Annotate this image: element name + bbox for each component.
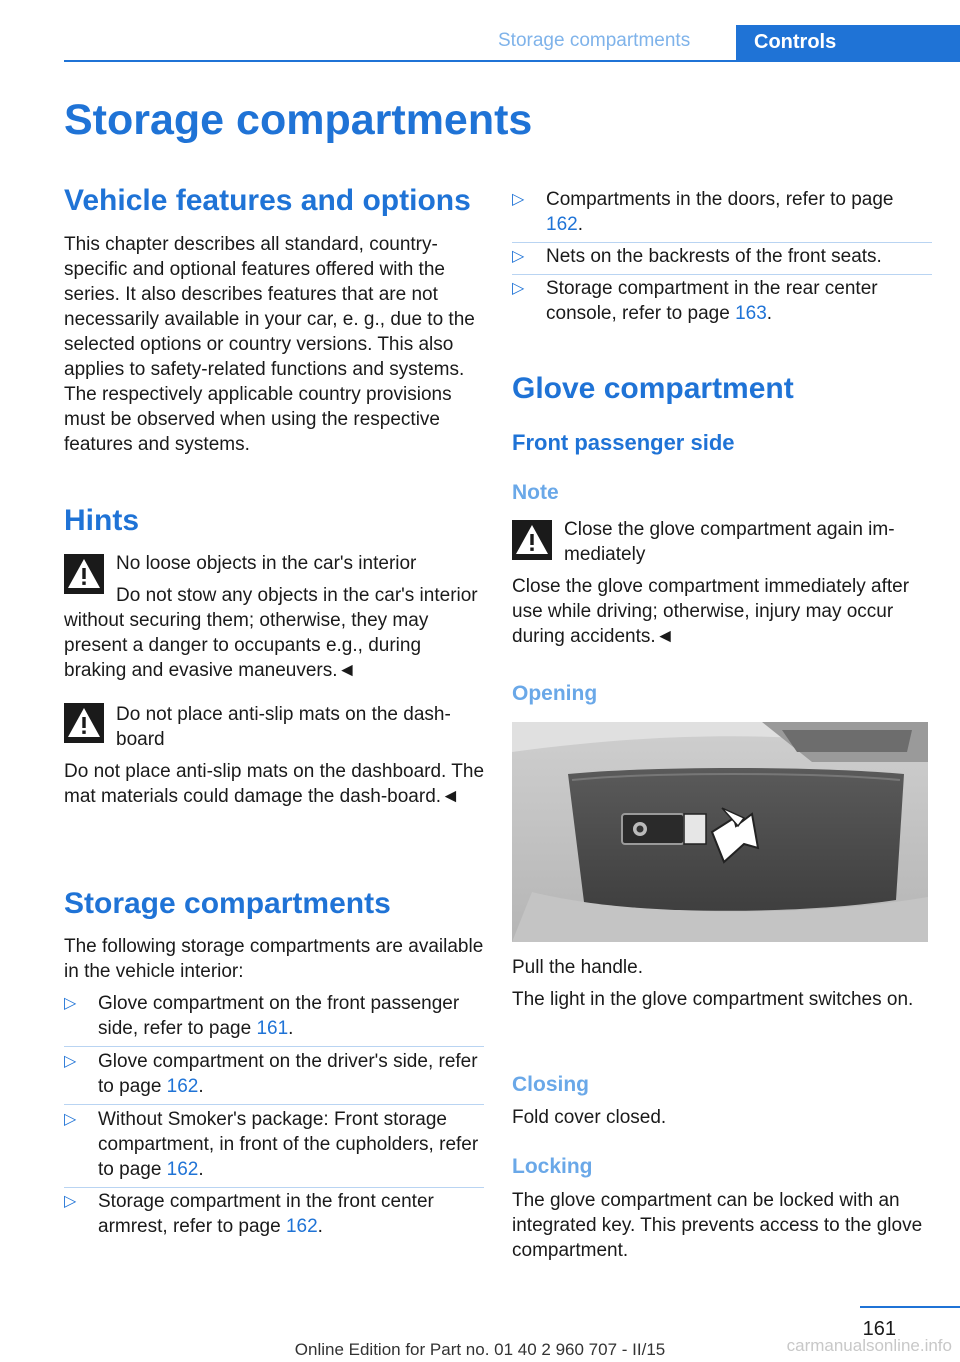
header-section-title: Storage compartments [498,30,691,51]
closing-body: Fold cover closed. [512,1107,667,1128]
page-link[interactable]: 163 [735,303,767,324]
heading-glove-compartment: Glove compartment [512,372,794,405]
list-item: ▷ Without Smoker's package: Front storage compartment, in front of the cupholders, refer to page 162. [64,1107,484,1182]
triangle-right-icon: ▷ [64,1053,77,1070]
triangle-right-icon: ▷ [512,280,525,297]
page-link[interactable]: 162 [285,1216,318,1237]
warning2-body: Do not place anti-slip mats on the dashboard. The mat materials could damage the dash-board.◄ [64,761,485,807]
opening-light-text: The light in the glove compartment switches on. [512,989,914,1010]
footer-rule [860,1306,960,1308]
header-tab-label: Controls [754,31,837,53]
page-link[interactable]: 162 [166,1076,199,1097]
triangle-right-icon: ▷ [64,995,77,1012]
heading-front-passenger-side: Front passenger side [512,430,735,455]
warning2-title: Do not place anti-slip mats on the dash-board [116,704,451,750]
footer-edition: Online Edition for Part no. 01 40 2 960 707 - II/15 [294,1340,666,1359]
page-link[interactable]: 161 [256,1018,289,1039]
triangle-right-icon: ▷ [512,248,525,265]
storage-intro: The following storage compartments are available in the vehicle interior: [64,936,484,982]
page-number: 161 [862,1318,896,1340]
header-tab-controls [736,25,960,62]
triangle-right-icon: ▷ [64,1193,77,1210]
glove-compartment-illustration [512,722,928,942]
warning-triangle-icon [512,520,552,560]
triangle-right-icon: ▷ [512,191,525,208]
page-link[interactable]: 162 [546,214,578,235]
warning1-body: Do not stow any objects in the car's interior without securing them; otherwise, they may present a danger to occupants e.g., during braking and evasive maneuvers.◄ [64,585,478,681]
heading-locking: Locking [512,1155,593,1178]
page-link[interactable]: 162 [166,1159,199,1180]
heading-note: Note [512,481,559,504]
watermark: carmanualsonline.info [786,1336,952,1355]
vehicle-features-body: This chapter describes all standard, country-specific and optional features offered with the series. It also describes features that are not necessarily available in your car, e. g., due to the selected options or country versions. This also applies to safety-related functions and systems. The respectively applicable country provisions must be observed when using the respective features and systems. [64,234,475,455]
heading-opening: Opening [512,682,598,705]
triangle-right-icon: ▷ [64,1111,77,1128]
warning1-title: No loose objects in the car's interior [116,553,417,574]
list-item: ▷ Glove compartment on the front passenger side, refer to page 161. [64,991,484,1041]
list-item: ▷ Storage compartment in the front center armrest, refer to page 162. [64,1191,434,1237]
list-item: ▷ Glove compartment on the driver's side, refer to page 162. [64,1049,484,1099]
heading-hints: Hints [64,504,139,537]
page-title: Storage compartments [64,96,533,144]
list-item: ▷ Nets on the backrests of the front seats. [512,244,932,269]
locking-body: The glove compartment can be locked with an integrated key. This prevents access to the glove compartment. [512,1190,923,1261]
list-item: ▷ Compartments in the doors, refer to page 162. [512,187,932,237]
note-body: Close the glove compartment immediately after use while driving; otherwise, injury may occur during accidents.◄ [512,576,910,647]
note-title: Close the glove compartment again im-mediately [564,519,895,565]
opening-step: Pull the handle. [512,957,643,978]
heading-vehicle-features: Vehicle features and options [64,184,471,217]
list-item: ▷ Storage compartment in the rear center console, refer to page 163. [512,278,878,324]
heading-storage-compartments: Storage compartments [64,887,391,920]
warning-triangle-icon [64,703,104,743]
heading-closing: Closing [512,1073,589,1096]
